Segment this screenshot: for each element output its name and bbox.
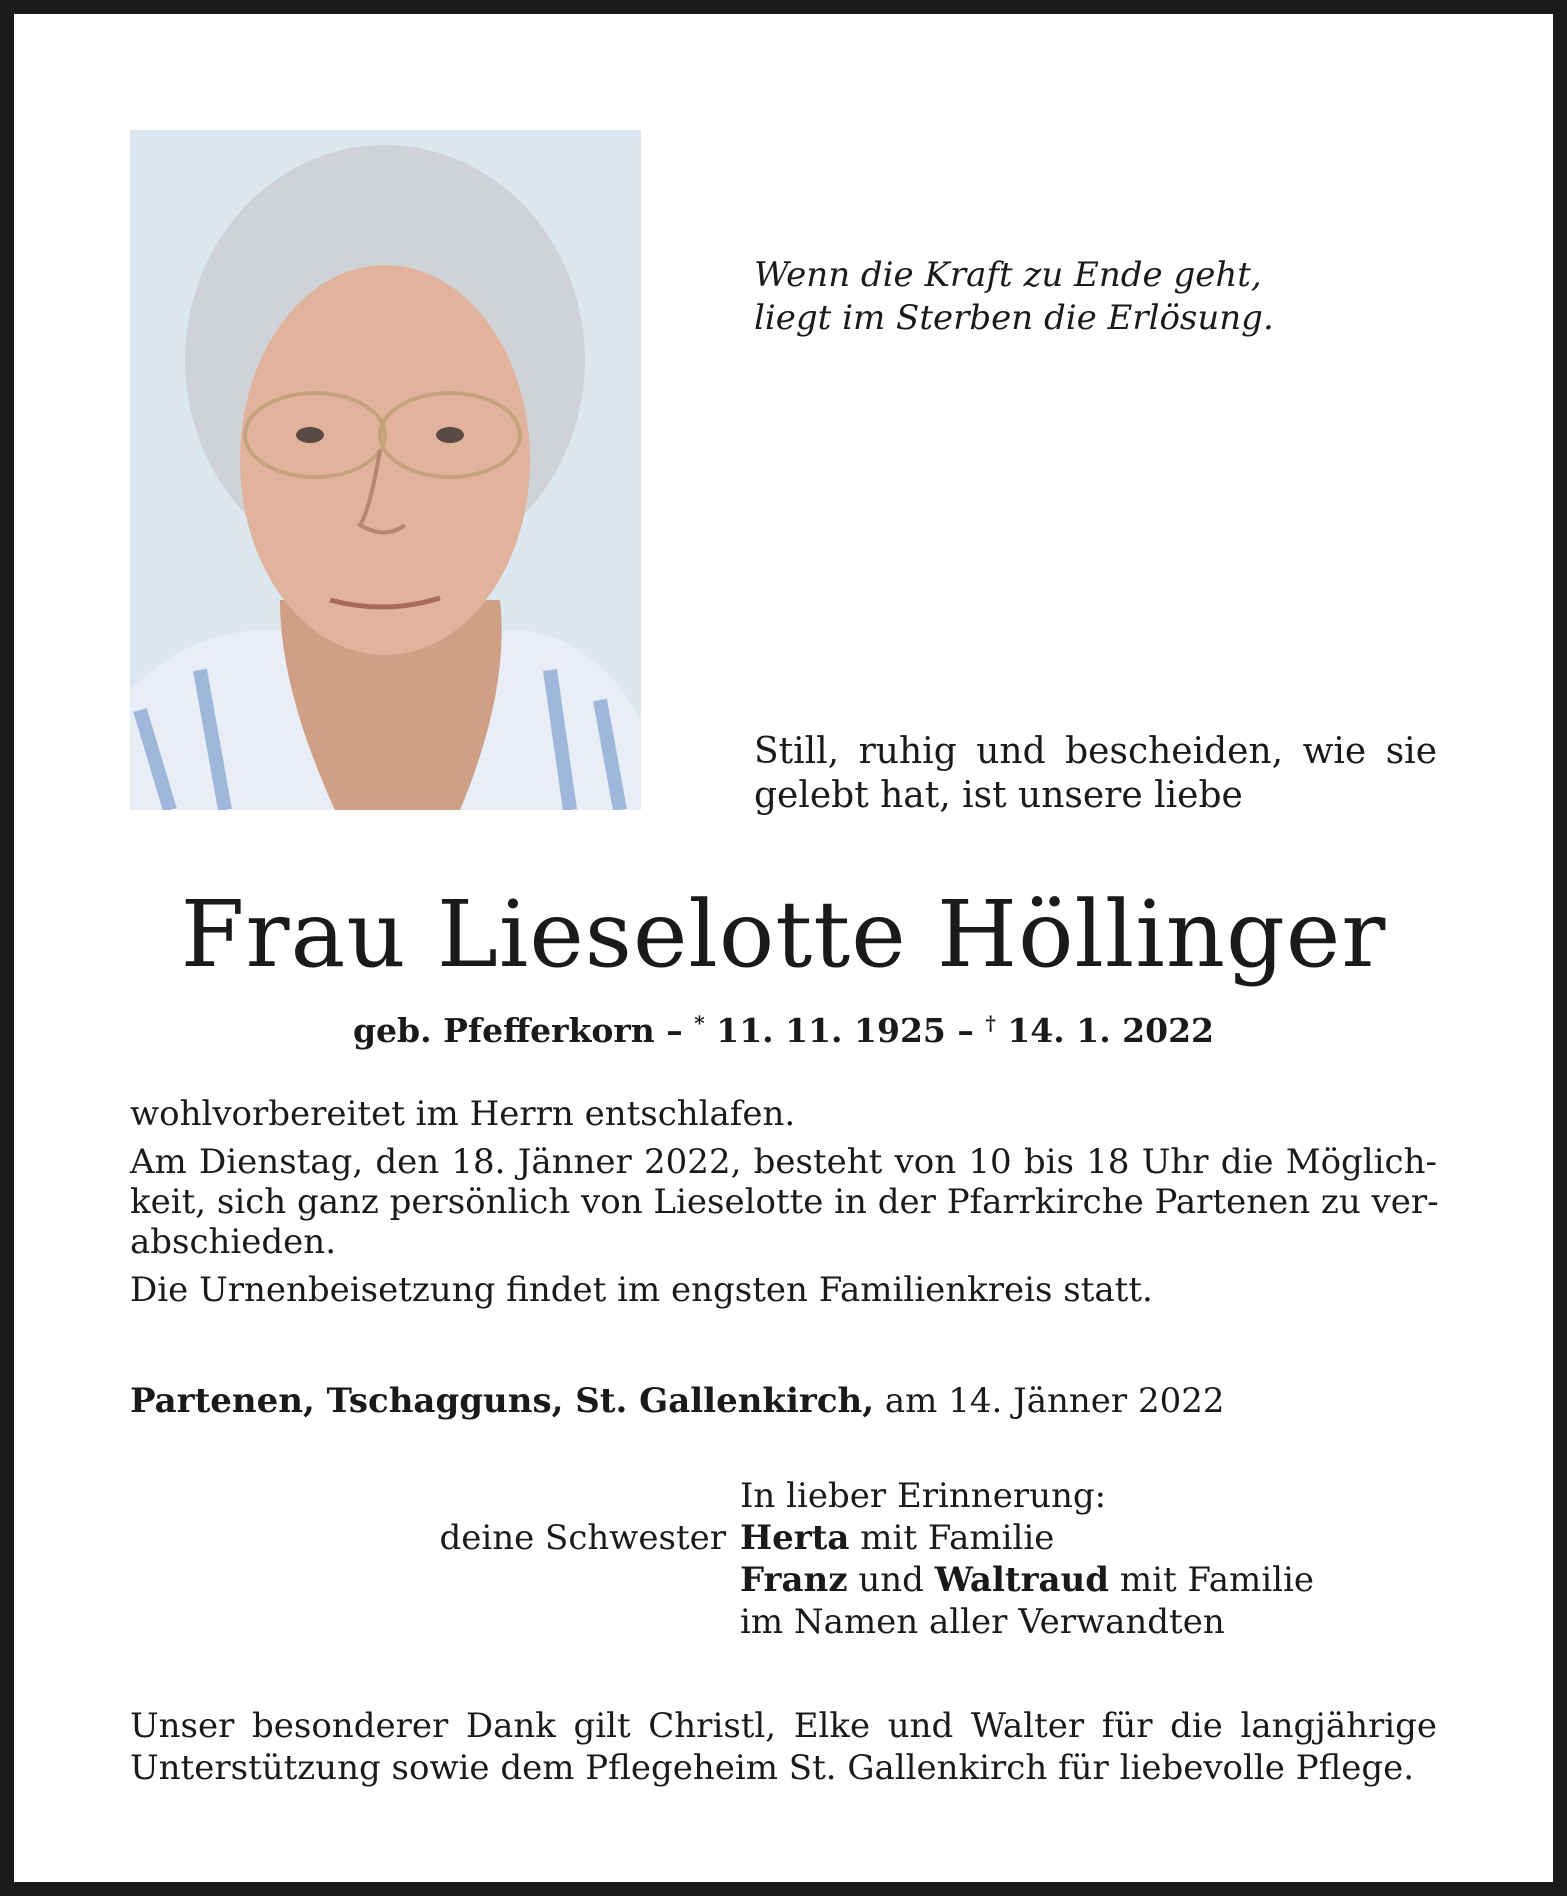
memory-relatives-row <box>130 1601 1437 1643</box>
quote <box>754 254 1454 340</box>
announcement-date: am 14. Jänner 2022 <box>874 1381 1225 1421</box>
deceased-name: Frau Lieselotte Höllinger <box>180 881 1387 988</box>
thanks-line-1: Unser besonderer Dank gilt Christl, Elke und Walter für die langjährige <box>130 1706 1437 1746</box>
body-paragraph-3: Die Urnenbeisetzung findet im engsten Familienkreis statt. <box>130 1270 1153 1310</box>
life-dates <box>130 1002 1437 1052</box>
family-name-1: Franz <box>740 1560 848 1600</box>
intro-line-1: Still, ruhig und bescheiden, wie sie <box>754 731 1437 772</box>
family-name-2: Waltraud <box>934 1560 1110 1600</box>
death-symbol: † <box>985 1011 996 1035</box>
sister-name: Herta <box>740 1518 850 1558</box>
body-paragraph-2-line-1: Am Dienstag, den 18. Jänner 2022, besteht von 10 bis 18 Uhr die Möglich- <box>130 1142 1437 1182</box>
quote-line-1: Wenn die Kraft zu Ende geht, <box>754 255 1262 295</box>
memory-family-row <box>130 1559 1437 1601</box>
memory-sister-row <box>130 1517 1437 1559</box>
body-paragraph-1: wohlvorbereitet im Herrn entschlafen. <box>130 1094 796 1134</box>
quote-line-2: liegt im Sterben die Erlösung. <box>754 298 1274 338</box>
memory-heading-row <box>130 1475 1437 1517</box>
family-suffix: mit Familie <box>1109 1560 1314 1600</box>
body-paragraph-2-line-3: abschieden. <box>130 1222 337 1262</box>
memory-signatures <box>130 1475 1437 1643</box>
portrait-photo <box>130 130 641 810</box>
place-and-date <box>130 1380 1437 1422</box>
announcement-body <box>130 1094 1437 1310</box>
birth-symbol: * <box>694 1011 705 1035</box>
intro-text <box>754 730 1437 818</box>
sister-label: deine Schwester <box>439 1518 726 1558</box>
relatives: im Namen aller Verwandten <box>740 1602 1225 1642</box>
sister-suffix: mit Familie <box>849 1518 1055 1558</box>
birth-name: geb. Pfefferkorn – <box>352 1011 695 1050</box>
birth-date: 11. 11. 1925 – <box>704 1011 986 1050</box>
towns: Partenen, Tschagguns, St. Gallenkirch, <box>130 1381 875 1421</box>
thanks <box>130 1705 1437 1789</box>
family-and: und <box>847 1560 935 1600</box>
thanks-line-2: Unterstützung sowie dem Pflegeheim St. Gallenkirch für liebevolle Pflege. <box>130 1748 1415 1788</box>
body-paragraph-2 <box>130 1142 1437 1262</box>
memory-heading: In lieber Erinnerung: <box>740 1476 1107 1516</box>
portrait-illustration <box>130 130 641 810</box>
body-paragraph-2-line-2: keit, sich ganz persönlich von Lieselotte in der Pfarrkirche Partenen zu ver- <box>130 1182 1439 1222</box>
death-date: 14. 1. 2022 <box>995 1011 1215 1050</box>
intro-line-2: gelebt hat, ist unsere liebe <box>754 775 1243 816</box>
